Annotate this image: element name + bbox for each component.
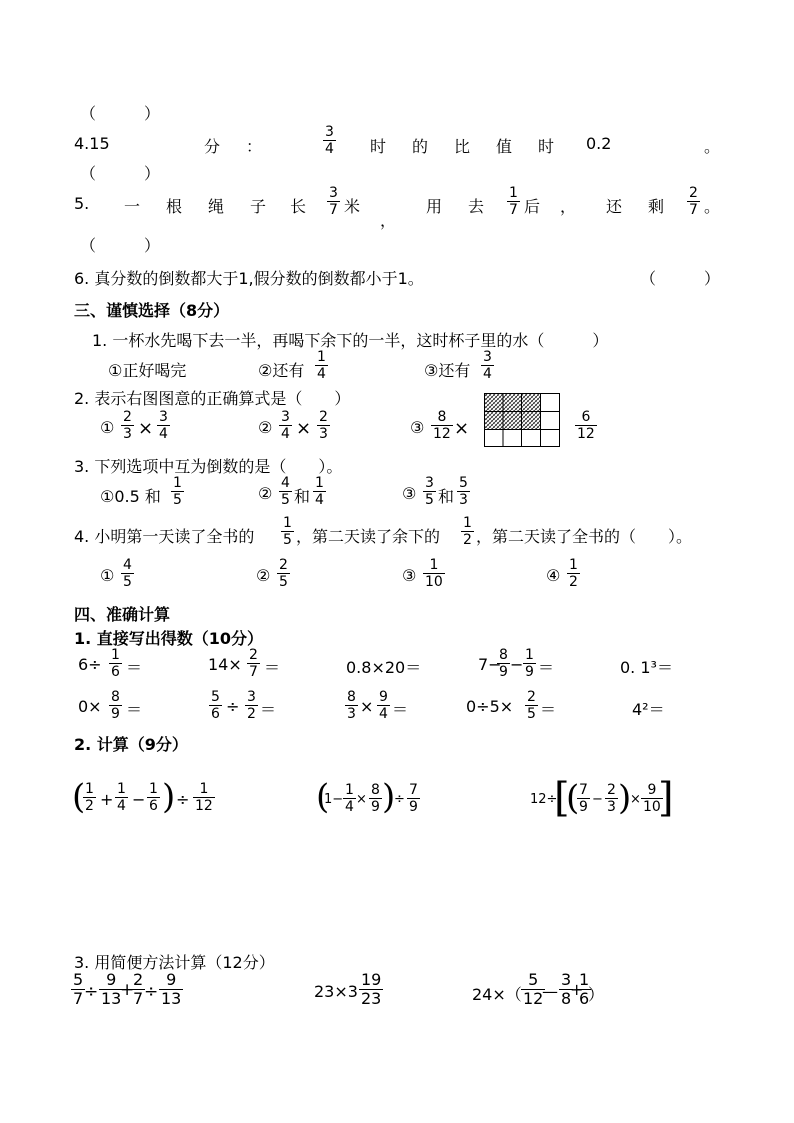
expr-part: 6÷ <box>78 655 102 674</box>
equals: ＝ <box>392 700 409 719</box>
q5-after: 后 <box>524 197 541 216</box>
option-1[interactable]: ①0.5 和 <box>100 487 161 506</box>
paren-right: ) <box>382 777 396 817</box>
section-heading: 四、准确计算 <box>74 605 171 624</box>
fraction: $\frac{2}{5}$ <box>527 689 536 722</box>
equals: ＝ <box>264 658 281 677</box>
question-text: ，第二天读了全书的（ ）。 <box>476 527 693 546</box>
minus: − <box>510 655 524 674</box>
fraction: $\frac{8}{9}$ <box>371 782 380 815</box>
simplify-expression-1 <box>70 970 270 1016</box>
q5-end: 。 <box>704 197 721 216</box>
answer-paren[interactable]: （ ） <box>640 269 721 288</box>
divide: ÷ <box>394 792 405 807</box>
option-1[interactable]: ①正好喝完 <box>108 361 187 380</box>
fraction: $\frac{1}{7}$ <box>509 185 518 218</box>
fraction: $\frac{5}{6}$ <box>211 689 220 722</box>
fraction: $\frac{5}{7}$ <box>73 970 84 1008</box>
q4-colon: ： <box>246 137 263 156</box>
option-3[interactable]: ③还有 <box>424 361 471 380</box>
subsection-heading: 3. 用简便方法计算（12分） <box>74 953 275 972</box>
question-text: 4. 小明第一天读了全书的 <box>74 527 255 546</box>
fraction: $\frac{1}{4}$ <box>315 475 324 508</box>
paren-right: ) <box>162 777 176 817</box>
fraction: $\frac{9}{13}$ <box>161 970 182 1008</box>
answer-paren[interactable]: （ ） <box>80 104 161 123</box>
subsection-heading: 1. 直接写出得数（10分） <box>74 629 264 648</box>
expr-part: 0× <box>78 697 102 716</box>
calc-expression-1 <box>72 778 232 822</box>
divide: ÷ <box>176 790 190 809</box>
fraction: $\frac{3}{4}$ <box>159 409 168 442</box>
times: × <box>356 792 367 807</box>
bracket-left: [ <box>554 775 570 821</box>
times-sign: × <box>454 418 470 439</box>
fraction: $\frac{1}{9}$ <box>525 647 534 680</box>
section-heading: 三、谨慎选择（8分） <box>74 301 230 320</box>
q4-word: 分 <box>204 137 221 156</box>
and-word: 和 <box>294 487 311 506</box>
q4-word: 的 <box>412 137 429 156</box>
fraction: $\frac{1}{2}$ <box>463 515 472 548</box>
fraction: $\frac{3}{5}$ <box>425 475 434 508</box>
question-text: 2. 表示右图图意的正确算式是（ ） <box>74 389 351 408</box>
plus: + <box>570 980 584 999</box>
fraction: $\frac{1}{4}$ <box>317 349 326 382</box>
expr-part: 1− <box>324 792 344 807</box>
option-3[interactable]: ③ <box>402 484 417 503</box>
equals: ＝ <box>260 700 277 719</box>
fraction: $\frac{2}{5}$ <box>279 557 288 590</box>
option-2[interactable]: ② <box>258 418 273 437</box>
q5-word: 子 <box>250 197 267 216</box>
answer-paren[interactable]: （ ） <box>80 236 161 255</box>
fraction: $\frac{2}{7}$ <box>133 970 144 1008</box>
q5-word: 去 <box>468 197 485 216</box>
divide: ÷ <box>226 697 240 716</box>
question-text: 1. 一杯水先喝下去一半，再喝下余下的一半，这时杯子里的水（ ） <box>92 331 609 350</box>
q5-word: 长 <box>290 197 307 216</box>
fraction: $\frac{4}{5}$ <box>281 475 290 508</box>
q5-number: 5. <box>74 194 90 213</box>
expr: 4²＝ <box>632 700 665 719</box>
times-sign: × <box>138 418 154 439</box>
q4-word: 比 <box>454 137 471 156</box>
times: × <box>630 792 641 807</box>
fraction: $\frac{2}{7}$ <box>249 647 258 680</box>
q5-unit: 米 <box>344 197 361 216</box>
subsection-heading: 2. 计算（9分） <box>74 735 188 754</box>
q5-word: 绳 <box>208 197 225 216</box>
question-text: ，第二天读了余下的 <box>296 527 441 546</box>
fraction: $\frac{1}{2}$ <box>85 781 94 814</box>
expr-part: 7− <box>478 655 502 674</box>
fraction: $\frac{8}{9}$ <box>499 647 508 680</box>
minus: − <box>132 790 146 809</box>
options-row <box>108 350 608 388</box>
expr-part: 12÷ <box>530 792 558 807</box>
expr-part: 0÷5× <box>466 697 514 716</box>
fraction: $\frac{9}{4}$ <box>379 689 388 722</box>
fraction: $\frac{7}{9}$ <box>409 782 418 815</box>
minus: − <box>592 792 603 807</box>
simplify-expression-3 <box>472 970 632 1016</box>
paren-left: ( <box>316 777 330 817</box>
paren-close: ） <box>588 985 605 1004</box>
option-2[interactable]: ②还有 <box>258 361 305 380</box>
fraction: $\frac{19}{23}$ <box>361 970 382 1008</box>
fraction: $\frac{1}{12}$ <box>195 781 213 814</box>
q5-word: 根 <box>166 197 183 216</box>
simplify-expression-2 <box>314 970 414 1016</box>
q5-comma: ， <box>380 211 397 230</box>
answer-paren[interactable]: （ ） <box>80 164 161 183</box>
expr-part: 23×3 <box>314 982 358 1001</box>
fraction: $\frac{3}{8}$ <box>561 970 572 1008</box>
fraction: $\frac{8}{3}$ <box>347 689 356 722</box>
q5-word: 用 <box>426 197 443 216</box>
q4-word: 时 <box>370 137 387 156</box>
calc-expression-2 <box>316 778 456 822</box>
option-3[interactable]: ③ <box>402 566 417 585</box>
equals: ＝ <box>126 700 143 719</box>
fraction: $\frac{5}{12}$ <box>523 970 544 1008</box>
paren-left: ( <box>566 778 580 818</box>
fraction: $\frac{6}{12}$ <box>577 409 595 442</box>
fraction: $\frac{9}{10}$ <box>643 782 661 815</box>
q4-value: 0.2 <box>586 134 612 153</box>
q5-comma: ， <box>560 197 577 216</box>
fraction: $\frac{4}{5}$ <box>123 557 132 590</box>
fraction: $\frac{1}{5}$ <box>283 515 292 548</box>
option-1[interactable]: ① <box>100 566 115 585</box>
fraction: $\frac{5}{3}$ <box>459 475 468 508</box>
q4-number: 4.15 <box>74 134 110 153</box>
fraction: $\frac{1}{4}$ <box>345 782 354 815</box>
grid-figure <box>484 393 560 447</box>
equals: ＝ <box>540 700 557 719</box>
bracket-right: ] <box>658 775 674 821</box>
question-4-choice <box>74 514 754 554</box>
fraction: $\frac{1}{2}$ <box>569 557 578 590</box>
question-6: 6. 真分数的倒数都大于1,假分数的倒数都小于1。 <box>74 269 424 288</box>
question-4 <box>74 124 734 168</box>
expr: 0.8×20＝ <box>346 658 422 677</box>
divide: ÷ <box>84 982 99 1002</box>
fraction: $\frac{3}{4}$ <box>325 124 334 157</box>
fraction: $\frac{3}{7}$ <box>329 185 338 218</box>
option-2[interactable]: ② <box>256 566 271 585</box>
divide: ÷ <box>144 982 159 1002</box>
fraction: $\frac{2}{3}$ <box>319 409 328 442</box>
q4-word: 时 <box>538 137 555 156</box>
times: × <box>360 697 374 716</box>
fraction: $\frac{1}{6}$ <box>149 781 158 814</box>
fraction: $\frac{3}{4}$ <box>483 349 492 382</box>
option-2[interactable]: ② <box>258 484 273 503</box>
fraction: $\frac{8}{9}$ <box>111 689 120 722</box>
fraction: $\frac{2}{3}$ <box>123 409 132 442</box>
paren-left: ( <box>72 777 86 817</box>
fraction: $\frac{8}{12}$ <box>433 409 451 442</box>
expr-part: 24×（ <box>472 985 522 1004</box>
question-5 <box>74 186 734 230</box>
plus: + <box>100 790 114 809</box>
q5-word: 一 <box>124 197 141 216</box>
fraction: $\frac{9}{13}$ <box>101 970 122 1008</box>
q4-end: 。 <box>704 137 721 156</box>
option-3[interactable]: ③ <box>410 418 425 437</box>
equals: ＝ <box>538 658 555 677</box>
fraction: $\frac{1}{10}$ <box>425 557 443 590</box>
fraction: $\frac{2}{7}$ <box>689 185 698 218</box>
fraction: $\frac{1}{5}$ <box>173 475 182 508</box>
option-4[interactable]: ④ <box>546 566 561 585</box>
expr: 0. 1³＝ <box>620 658 673 677</box>
calc-expression-3 <box>530 776 680 824</box>
question-text: 3. 下列选项中互为倒数的是（ ）。 <box>74 457 343 476</box>
paren-right: ) <box>618 778 632 818</box>
expr-part: 14× <box>208 655 242 674</box>
q4-word: 值 <box>496 137 513 156</box>
fraction: $\frac{7}{9}$ <box>579 782 588 815</box>
plus: + <box>120 980 135 1000</box>
fraction: $\frac{1}{6}$ <box>111 647 120 680</box>
options-row <box>100 558 620 598</box>
oral-calc-row-1 <box>78 648 718 684</box>
equals: ＝ <box>126 658 143 677</box>
fraction: $\frac{3}{4}$ <box>281 409 290 442</box>
fraction: $\frac{1}{4}$ <box>117 781 126 814</box>
fraction: $\frac{3}{2}$ <box>247 689 256 722</box>
minus: — <box>542 982 558 1001</box>
times-sign: × <box>296 418 312 439</box>
oral-calc-row-2 <box>78 690 718 726</box>
and-word: 和 <box>438 487 455 506</box>
options-row <box>100 476 520 516</box>
fraction: $\frac{1}{6}$ <box>579 970 590 1008</box>
q5-word: 还 <box>606 197 623 216</box>
fraction: $\frac{2}{3}$ <box>607 782 616 815</box>
q5-word: 剩 <box>648 197 665 216</box>
option-1[interactable]: ① <box>100 418 115 437</box>
